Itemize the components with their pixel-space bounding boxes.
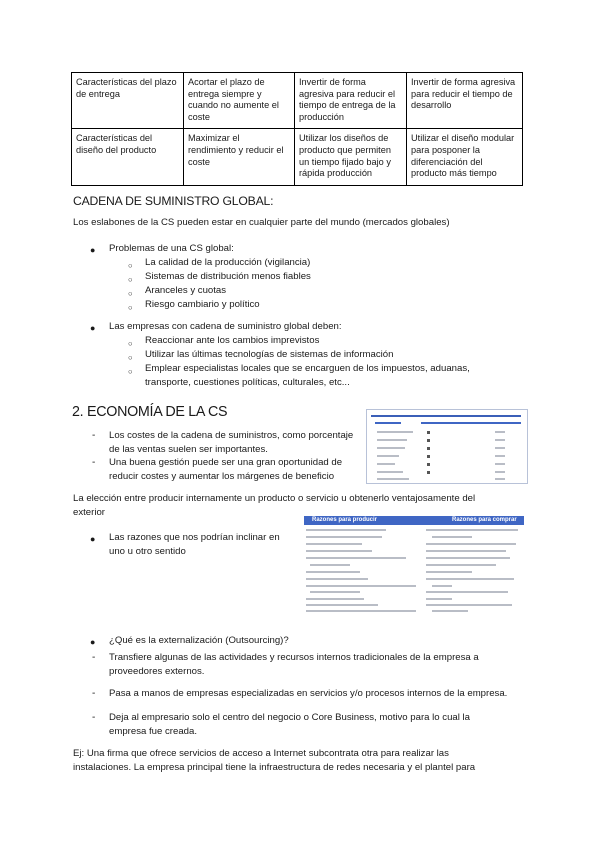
reasons-table-image xyxy=(304,516,524,614)
list-item-continuation: reducir costes y aumentar los márgenes de beneficio xyxy=(109,471,335,482)
list-item: Riesgo cambiario y político xyxy=(145,299,260,310)
list-item: Aranceles y cuotas xyxy=(145,285,227,296)
list-item-continuation: uno u otro sentido xyxy=(109,546,186,557)
bullet-icon: ● xyxy=(90,323,96,333)
table-row xyxy=(72,73,523,129)
table-cell: Acortar el plazo de entrega siempre y cuando no aumente el coste xyxy=(184,73,295,129)
list-item-continuation: proveedores externos. xyxy=(109,666,205,677)
table-cell: Invertir de forma agresiva para reducir el tiempo de entrega de la producción xyxy=(295,73,407,129)
paragraph: Los eslabones de la CS pueden estar en cualquier parte del mundo (mercados globales) xyxy=(73,217,450,228)
bullet-icon: ● xyxy=(90,534,96,544)
dash-bullet-icon: - xyxy=(92,430,96,441)
list-item: Utilizar las últimas tecnologías de sistemas de información xyxy=(145,349,394,360)
paragraph-continuation: exterior xyxy=(73,507,105,518)
bullet-icon: ● xyxy=(90,245,96,255)
dash-bullet-icon: - xyxy=(92,457,96,468)
list-item: Los costes de la cadena de suministros, como porcentaje xyxy=(109,430,354,441)
cost-percentage-table-image xyxy=(366,409,528,484)
list-item: Las empresas con cadena de suministro global deben: xyxy=(109,321,342,332)
paragraph-continuation: instalaciones. La empresa principal tiene la infraestructura de redes necesaria y el plantel para xyxy=(73,762,476,773)
list-item: Reaccionar ante los cambios imprevistos xyxy=(145,335,320,346)
list-item: Emplear especialistas locales que se encarguen de los impuestos, aduanas, xyxy=(145,363,470,374)
dash-bullet-icon: - xyxy=(92,712,96,723)
list-item: Sistemas de distribución menos fiables xyxy=(145,271,311,282)
list-item: Una buena gestión puede ser una gran oportunidad de xyxy=(109,457,343,468)
table-cell: Características del plazo de entrega xyxy=(72,73,184,129)
bullet-icon: ● xyxy=(90,637,96,647)
circle-bullet-icon: ○ xyxy=(128,303,133,312)
table-row xyxy=(72,129,523,186)
list-item-continuation: de las ventas suelen ser importantes. xyxy=(109,444,268,455)
dash-bullet-icon: - xyxy=(92,688,96,699)
circle-bullet-icon: ○ xyxy=(128,261,133,270)
paragraph: Ej: Una firma que ofrece servicios de acceso a Internet subcontrata otra para realizar las xyxy=(73,748,449,759)
list-item: ¿Qué es la externalización (Outsourcing)? xyxy=(109,635,289,646)
paragraph: La elección entre producir internamente un producto o servicio u obtenerlo ventajosamente del xyxy=(73,493,476,504)
circle-bullet-icon: ○ xyxy=(128,353,133,362)
comparison-table xyxy=(71,72,523,186)
table-cell: Utilizar el diseño modular para posponer la diferenciación del producto más tiempo xyxy=(407,129,523,186)
circle-bullet-icon: ○ xyxy=(128,339,133,348)
section-heading-cadena: CADENA DE SUMINISTRO GLOBAL: xyxy=(73,194,274,208)
list-item-continuation: transporte, cuestiones políticas, culturales, etc... xyxy=(145,377,350,388)
section-heading-economia: 2. ECONOMÍA DE LA CS xyxy=(72,404,228,420)
list-item: Problemas de una CS global: xyxy=(109,243,234,254)
dash-bullet-icon: - xyxy=(92,652,96,663)
list-item: Las razones que nos podrían inclinar en xyxy=(109,532,280,543)
list-item: La calidad de la producción (vigilancia) xyxy=(145,257,311,268)
circle-bullet-icon: ○ xyxy=(128,367,133,376)
image-header-right: Razones para comprar xyxy=(452,517,517,523)
image-header-left: Razones para producir xyxy=(312,517,378,523)
circle-bullet-icon: ○ xyxy=(128,289,133,298)
circle-bullet-icon: ○ xyxy=(128,275,133,284)
list-item: Deja al empresario solo el centro del negocio o Core Business, motivo para lo cual la xyxy=(109,712,471,723)
table-cell: Características del diseño del producto xyxy=(72,129,184,186)
table-cell: Utilizar los diseños de producto que permiten un tiempo fijado bajo y rápida producción xyxy=(295,129,407,186)
list-item: Pasa a manos de empresas especializadas en servicios y/o procesos internos de la empresa. xyxy=(109,688,508,699)
table-cell: Maximizar el rendimiento y reducir el coste xyxy=(184,129,295,186)
list-item-continuation: empresa fue creada. xyxy=(109,726,197,737)
list-item: Transfiere algunas de las actividades y recursos internos tradicionales de la empresa a xyxy=(109,652,479,663)
table-cell: Invertir de forma agresiva para reducir el tiempo de desarrollo xyxy=(407,73,523,129)
